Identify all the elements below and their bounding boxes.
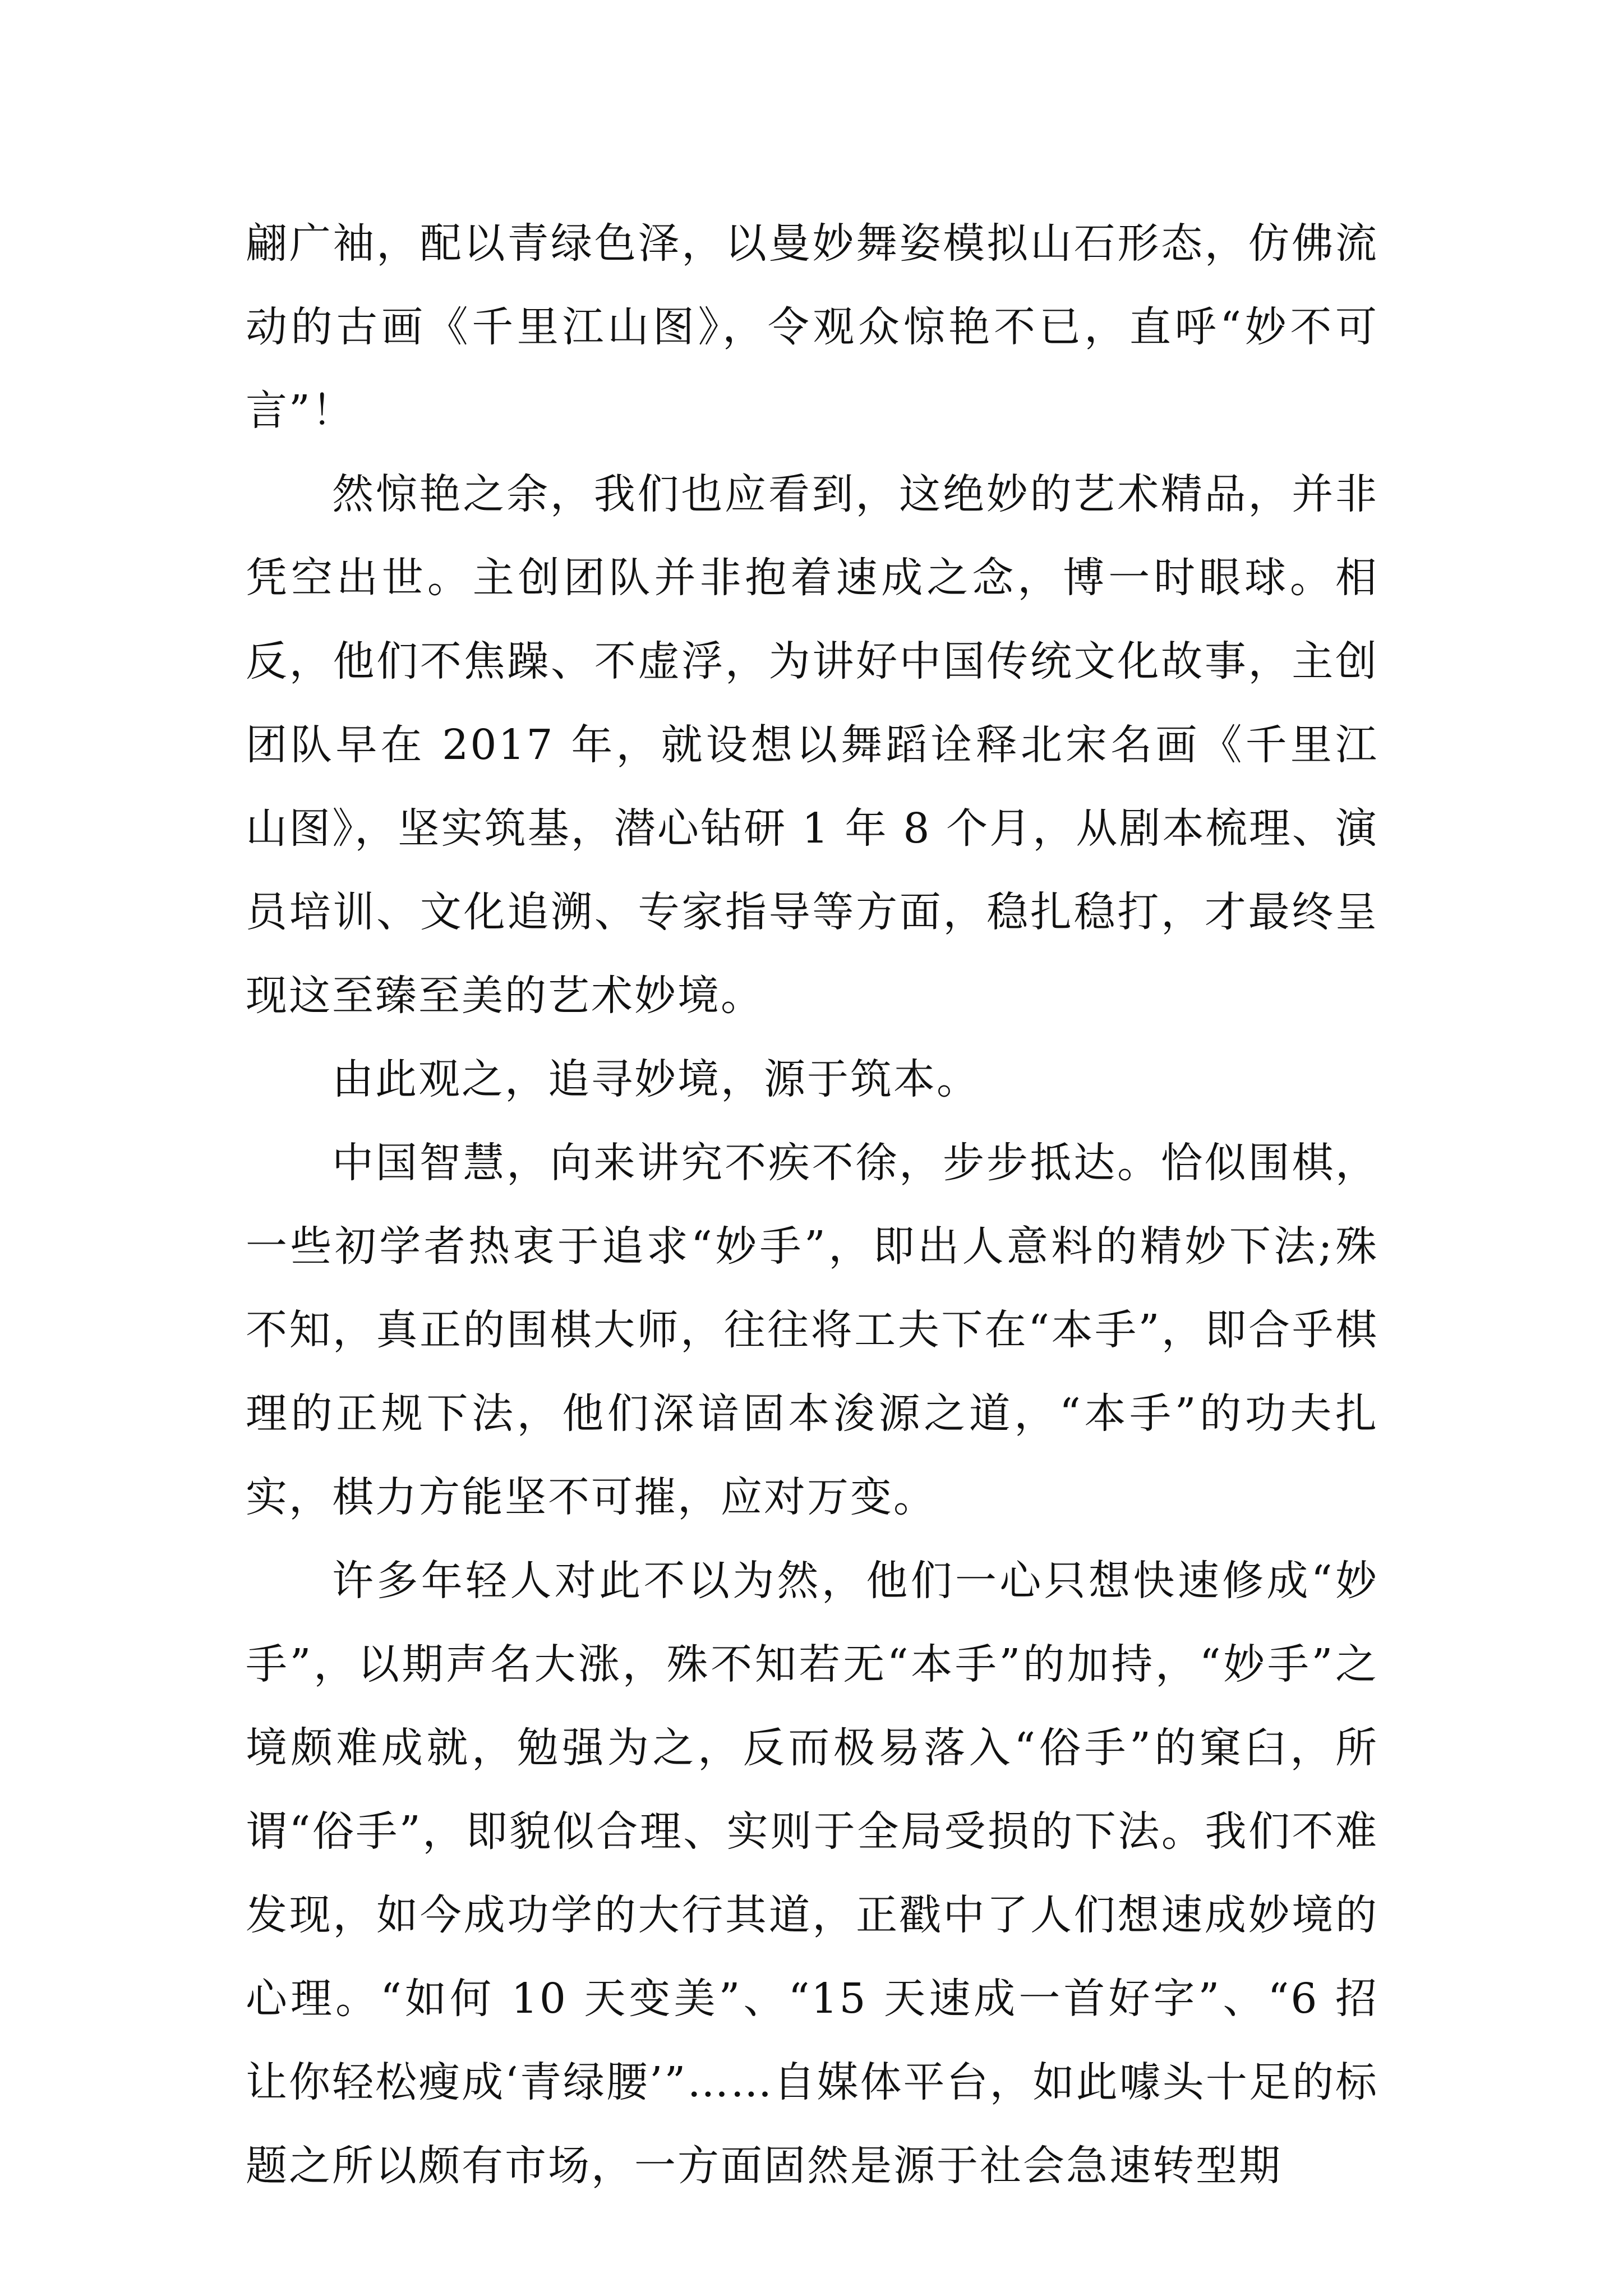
paragraph: 中国智慧，向来讲究不疾不徐，步步抵达。恰似围棋，一些初学者热衷于追求“妙手”，即出人意料的精妙下法;殊不知，真正的围棋大师，往往将工夫下在“本手”，即合乎棋理的正规下法，他们深谙固本浚源之道，“本手”的功夫扎实，棋力方能坚不可摧，应对万变。 — [246, 1139, 1378, 1521]
paragraph: 由此观之，追寻妙境，源于筑本。 — [332, 1055, 980, 1103]
paragraph-continuation: 翩广袖，配以青绿色泽，以曼妙舞姿模拟山石形态，仿佛流动的古画《千里江山图》，令观众惊艳不已，直呼“妙不可言”！ — [246, 219, 1378, 435]
document-body — [246, 202, 1378, 2221]
paragraph: 然惊艳之余，我们也应看到，这绝妙的艺术精品，并非凭空出世。主创团队并非抱着速成之念，博一时眼球。相反，他们不焦躁、不虚浮，为讲好中国传统文化故事，主创团队早在 2017 年，就设想以舞蹈诠释北宋名画《千里江山图》，坚实筑基，潜心钻研 1 年 8 个月，从剧本梳理、演员培训、文化追溯、专家指导等方面，稳扎稳打，才最终呈现这至臻至美的艺术妙境。 — [246, 470, 1378, 1020]
paragraph: 许多年轻人对此不以为然，他们一心只想快速修成“妙手”，以期声名大涨，殊不知若无“本手”的加持，“妙手”之境颇难成就，勉强为之，反而极易落入“俗手”的窠臼，所谓“俗手”，即貌似合理、实则于全局受损的下法。我们不难发现，如今成功学的大行其道，正戳中了人们想速成妙境的心理。“如何 10 天变美”、“15 天速成一首好字”、“6 招让你轻松瘦成‘青绿腰’”……自媒体平台，如此噱头十足的标题之所以颇有市场，一方面固然是源于社会急速转型期 — [246, 1557, 1378, 2190]
